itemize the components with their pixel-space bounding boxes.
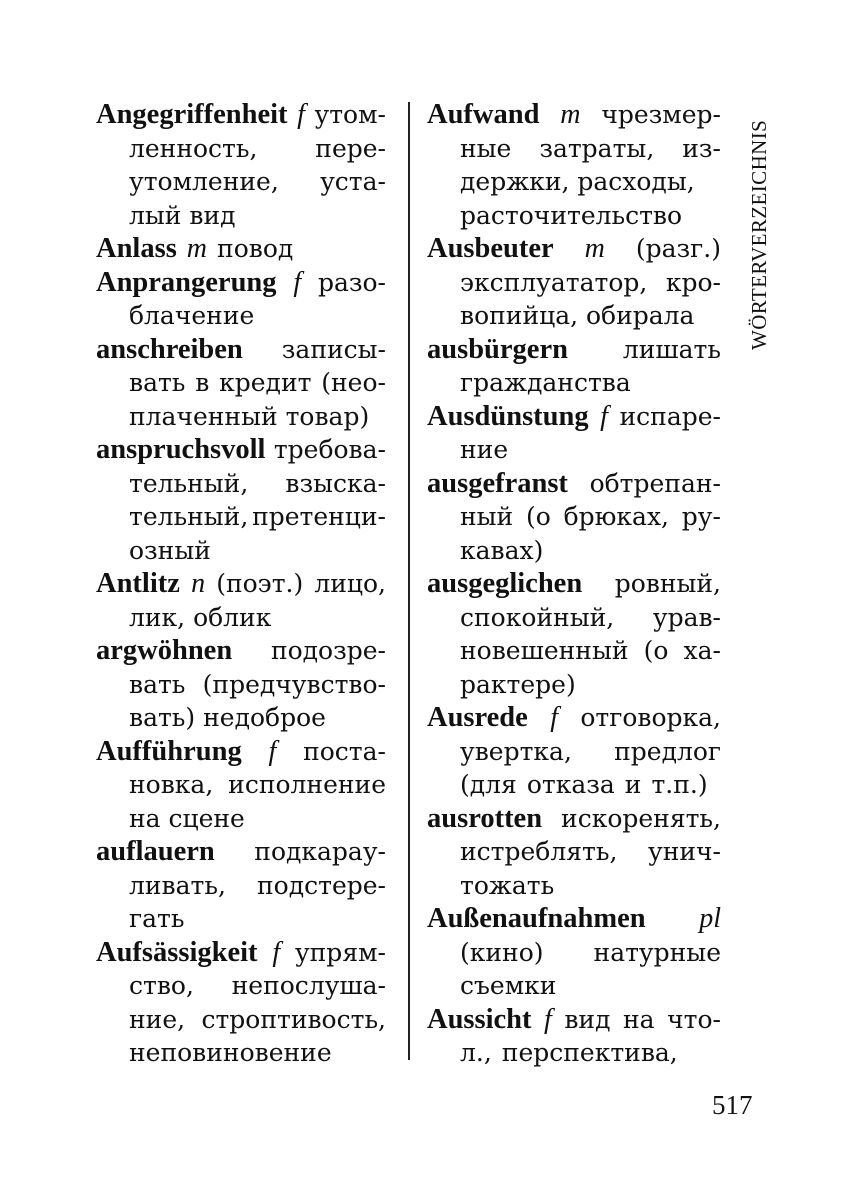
translation-word: тельный,: [129, 502, 249, 531]
entry-line: [427, 534, 721, 568]
translation-word: т.п.): [651, 770, 708, 799]
headword: Aussicht: [427, 1003, 532, 1035]
grammar-label: pl: [699, 903, 721, 934]
entry-line: [96, 701, 386, 735]
entry-line: [427, 735, 721, 769]
headword: Aufsässigkeit: [96, 936, 258, 968]
entry-line: [96, 567, 386, 601]
translation-word: ха-: [683, 636, 721, 665]
translation-word: взыска-: [285, 468, 386, 498]
dictionary-entry: [427, 400, 721, 467]
headword: Ausdünstung: [427, 400, 589, 432]
translation-word: отговорка,: [580, 703, 721, 732]
dictionary-entry: [427, 98, 721, 232]
translation-word: неповиновение: [129, 1038, 332, 1067]
section-title: WÖRTERVERZEICHNIS: [747, 119, 771, 350]
headword: anschreiben: [96, 333, 243, 365]
translation-word: (предчувство-: [202, 669, 386, 699]
dictionary-entry: [427, 333, 721, 400]
translation-word: ливать,: [129, 870, 226, 900]
grammar-label: m: [584, 233, 605, 264]
translation-word: лишать: [622, 334, 721, 364]
dictionary-entry: [427, 902, 721, 1003]
entry-line: [96, 266, 386, 300]
translation-word: вать) недоброе: [129, 703, 326, 732]
translation-word: ние: [460, 435, 509, 464]
dictionary-entry: [427, 802, 721, 903]
dictionary-entry: [427, 232, 721, 333]
translation-word: брюках,: [563, 502, 670, 531]
translation-word: (нео-: [321, 368, 386, 397]
translation-word: кро-: [665, 267, 721, 297]
dictionary-entry: [96, 98, 386, 232]
translation-word: вать: [129, 669, 186, 699]
translation-word: из-: [682, 133, 721, 163]
translation-word: и: [624, 770, 642, 799]
translation-word: разо-: [317, 267, 386, 297]
translation-word: лик, облик: [129, 602, 272, 632]
translation-word: непослуша-: [231, 971, 386, 1000]
entry-line: [427, 165, 721, 199]
dictionary-entry: [427, 567, 721, 701]
entry-line: [427, 802, 721, 836]
headword: ausbürgern: [427, 333, 568, 365]
translation-word: испаре-: [619, 401, 721, 431]
translation-word: держки, расходы,: [460, 167, 695, 196]
entry-line: [427, 601, 721, 635]
translation-word: (о: [643, 636, 669, 665]
translation-word: гражданства: [460, 368, 631, 397]
dictionary-entry: [96, 433, 386, 567]
translation-word: требова-: [273, 435, 386, 464]
grammar-label: f: [550, 702, 558, 733]
grammar-label: f: [544, 1003, 552, 1035]
dictionary-entry: [427, 701, 721, 802]
entry-line: [96, 601, 386, 635]
headword: Außenaufnahmen: [427, 903, 646, 934]
translation-word: тожать: [460, 870, 555, 900]
headword: Ausbeuter: [427, 233, 554, 264]
dictionary-entry: [427, 467, 721, 568]
translation-word: ние,: [129, 1004, 186, 1034]
headword: Ausrede: [427, 702, 528, 733]
dictionary-entry: [96, 232, 386, 266]
entry-line: [96, 802, 386, 836]
dictionary-entry: [96, 266, 386, 333]
grammar-label: f: [268, 735, 277, 767]
translation-word: ный: [460, 502, 514, 531]
translation-word: чрезмер-: [601, 100, 721, 129]
translation-word: ство,: [129, 971, 194, 1000]
entry-line: [96, 936, 386, 970]
headword: ausgefranst: [427, 467, 568, 499]
headword: ausgeglichen: [427, 568, 583, 599]
translation-word: подкарау-: [254, 837, 386, 866]
entry-line: [427, 902, 721, 936]
translation-word: утомление,: [129, 167, 279, 196]
grammar-label: f: [272, 936, 281, 968]
entry-line: [427, 668, 721, 702]
entry-line: [96, 199, 386, 233]
translation-word: поста-: [303, 736, 386, 766]
left-column: [96, 98, 386, 1070]
grammar-label: f: [293, 266, 302, 298]
headword: Antlitz: [96, 568, 180, 599]
translation-word: л.,: [460, 1038, 492, 1067]
entry-line: [427, 1036, 721, 1070]
page-number: 517: [712, 1090, 753, 1120]
entry-line: [96, 366, 386, 400]
entry-line: [427, 366, 721, 400]
translation-word: перспектива,: [501, 1038, 678, 1067]
entry-line: [427, 835, 721, 869]
translation-word: новка,: [129, 770, 214, 799]
entry-line: [427, 333, 721, 367]
entry-line: [96, 467, 386, 501]
translation-word: что-: [667, 1004, 721, 1034]
entry-line: [96, 969, 386, 1003]
translation-word: ные: [460, 133, 512, 163]
translation-word: повод: [217, 234, 294, 263]
entry-line: [96, 768, 386, 802]
headword: Anprangerung: [96, 266, 277, 298]
entry-line: [427, 869, 721, 903]
translation-word: исполнение: [228, 770, 386, 799]
entry-line: [427, 634, 721, 668]
translation-word: (поэт.): [216, 569, 304, 598]
entry-line: [427, 467, 721, 501]
headword: anspruchsvoll: [96, 434, 266, 465]
headword: Aufwand: [427, 99, 540, 130]
translation-word: истреблять,: [460, 837, 618, 866]
dictionary-entry: [96, 735, 386, 836]
translation-word: пере-: [315, 133, 386, 163]
entry-line: [96, 634, 386, 668]
translation-word: тельный,: [129, 468, 249, 498]
entry-line: [96, 165, 386, 199]
entry-line: [427, 768, 721, 802]
translation-word: подстере-: [257, 870, 386, 900]
dictionary-entry: [96, 936, 386, 1070]
translation-word: лицо,: [314, 569, 386, 598]
translation-word: претенци-: [252, 502, 386, 531]
translation-word: рактере): [460, 669, 576, 699]
headword: Anlass: [96, 233, 177, 264]
translation-word: блачение: [129, 301, 255, 330]
entry-line: [96, 735, 386, 769]
entry-line: [427, 433, 721, 467]
translation-word: унич-: [647, 837, 721, 866]
translation-word: урав-: [652, 602, 721, 632]
entry-line: [427, 232, 721, 266]
translation-word: эксплуататор,: [460, 267, 648, 297]
translation-word: кавах): [460, 535, 544, 565]
translation-word: искоренять,: [561, 803, 721, 833]
translation-word: предлог: [614, 736, 721, 766]
translation-word: (разг.): [635, 234, 721, 263]
entry-line: [427, 567, 721, 601]
translation-word: съемки: [460, 971, 557, 1000]
translation-word: кредит: [219, 368, 312, 397]
translation-word: затраты,: [539, 133, 655, 163]
entry-line: [96, 500, 386, 534]
translation-word: утом-: [314, 100, 386, 129]
entry-line: [96, 98, 386, 132]
translation-word: отказа: [526, 770, 615, 799]
headword: auflauern: [96, 836, 215, 867]
entry-line: [96, 299, 386, 333]
translation-word: ровный,: [614, 569, 721, 598]
entry-line: [96, 400, 386, 434]
dictionary-entry: [96, 567, 386, 634]
dictionary-entry: [96, 835, 386, 936]
dictionary-entry: [96, 634, 386, 735]
translation-word: (кино): [460, 937, 544, 967]
entry-line: [96, 902, 386, 936]
translation-word: в: [195, 368, 210, 397]
translation-word: подозре-: [270, 636, 386, 665]
entry-line: [427, 266, 721, 300]
dictionary-entry: [427, 1003, 721, 1070]
column-divider: [408, 102, 410, 1060]
entry-line: [96, 835, 386, 869]
translation-word: (для: [460, 770, 517, 799]
translation-word: гать: [129, 904, 185, 933]
entry-line: [96, 232, 386, 266]
side-label: [742, 100, 776, 350]
entry-line: [427, 969, 721, 1003]
translation-word: на: [623, 1004, 655, 1034]
grammar-label: n: [191, 568, 206, 599]
translation-word: ленность,: [129, 133, 258, 163]
entry-line: [96, 333, 386, 367]
translation-word: обтрепан-: [589, 468, 721, 498]
right-column: [427, 98, 721, 1070]
translation-word: расточительство: [460, 200, 683, 230]
entry-line: [96, 132, 386, 166]
translation-word: новешенный: [460, 636, 629, 665]
translation-word: спокойный,: [460, 602, 615, 632]
translation-word: записы-: [281, 334, 386, 364]
translation-word: озный: [129, 535, 211, 565]
translation-word: вопийца, обирала: [460, 301, 695, 330]
entry-line: [427, 299, 721, 333]
headword: argwöhnen: [96, 635, 233, 666]
headword: Aufführung: [96, 735, 242, 767]
entry-line: [96, 433, 386, 467]
entry-line: [427, 936, 721, 970]
grammar-label: f: [297, 99, 305, 130]
translation-word: упрям-: [294, 937, 386, 967]
entry-line: [427, 500, 721, 534]
entry-line: [427, 1003, 721, 1037]
entry-line: [427, 199, 721, 233]
translation-word: плаченный товар): [129, 401, 370, 431]
translation-word: (о: [526, 502, 551, 531]
entry-line: [427, 98, 721, 132]
entry-line: [96, 1036, 386, 1070]
grammar-label: m: [186, 233, 208, 264]
headword: Angegriffenheit: [96, 99, 288, 130]
entry-line: [96, 668, 386, 702]
translation-word: лый вид: [129, 200, 236, 230]
entry-line: [96, 534, 386, 568]
entry-line: [427, 132, 721, 166]
translation-word: уста-: [320, 167, 386, 196]
translation-word: натурные: [593, 937, 721, 967]
grammar-label: f: [600, 400, 608, 432]
translation-word: ру-: [681, 502, 721, 531]
entry-line: [427, 400, 721, 434]
translation-word: вать: [129, 368, 186, 397]
translation-word: строптивость,: [201, 1004, 386, 1034]
grammar-label: m: [560, 99, 581, 130]
headword: ausrotten: [427, 802, 543, 834]
translation-word: увертка,: [460, 736, 572, 766]
entry-line: [96, 1003, 386, 1037]
translation-word: на сцене: [129, 803, 245, 833]
entry-line: [96, 869, 386, 903]
dictionary-entry: [96, 333, 386, 434]
translation-word: вид: [564, 1004, 611, 1034]
entry-line: [427, 701, 721, 735]
